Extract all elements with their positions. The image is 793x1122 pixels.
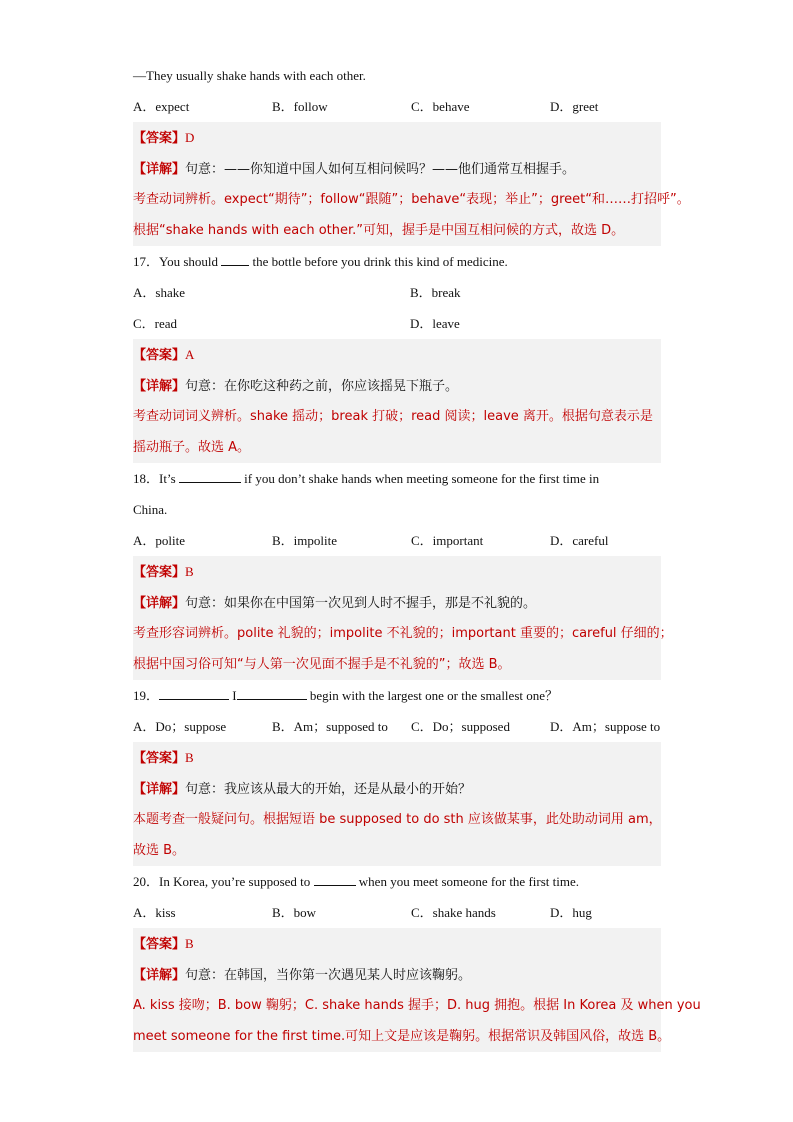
q19-stem bbox=[133, 680, 661, 711]
q19-answer-label: 【答案】 bbox=[133, 751, 186, 766]
q18-option-d: D．careful bbox=[550, 533, 609, 548]
exam-page bbox=[133, 0, 701, 1052]
q17-options-row-2 bbox=[133, 308, 661, 339]
q16-option-b: B．follow bbox=[272, 99, 328, 114]
q17-stem-part-2: the bottle before you drink this kind of medicine. bbox=[249, 254, 508, 269]
q20-detail-line-1: 句意：在韩国，当你第一次遇见某人时应该鞠躬。 bbox=[185, 968, 472, 983]
q20-answer-label: 【答案】 bbox=[133, 937, 186, 952]
q17-detail-line-2: 考查动词词义辨析。shake 摇动；break 打破；read 阅读；leave 离开。根据句意表示是 bbox=[133, 409, 653, 424]
q20-number: 20． bbox=[133, 874, 160, 889]
q17-option-a: A．shake bbox=[133, 285, 185, 300]
q19-answer: B bbox=[185, 750, 194, 765]
q20-option-d: D．hug bbox=[550, 905, 592, 920]
q17-number: 17． bbox=[133, 254, 160, 269]
q18-option-c: C．important bbox=[411, 533, 484, 548]
q20-option-a: A．kiss bbox=[133, 905, 176, 920]
q18-options bbox=[133, 525, 661, 556]
q19-option-b: B．Am；supposed to bbox=[272, 719, 388, 734]
q19-detail-line-1: 句意：我应该从最大的开始，还是从最小的开始？ bbox=[185, 782, 472, 797]
q20-detail-label: 【详解】 bbox=[133, 968, 186, 983]
q17-answer: A bbox=[185, 347, 195, 362]
q16-detail-line-1: 句意：——你知道中国人如何互相问候吗？——他们通常互相握手。 bbox=[185, 162, 576, 177]
q20-blank bbox=[314, 871, 356, 886]
q18-detail-line-1: 句意：如果你在中国第一次见到人时不握手，那是不礼貌的。 bbox=[185, 596, 537, 611]
q20-options bbox=[133, 897, 661, 928]
q16-option-d: D．greet bbox=[550, 99, 599, 114]
q16-stem-tail: —They usually shake hands with each other. bbox=[133, 68, 366, 83]
q20-option-c: C．shake hands bbox=[411, 905, 496, 920]
q20-detail-line-2: A. kiss 接吻；B. bow 鞠躬；C. shake hands 握手；D. hug 拥抱。根据 In Korea 及 when you bbox=[133, 998, 701, 1013]
q19-stem-part-2: begin with the largest one or the smallest one？ bbox=[306, 688, 559, 703]
q17-answer-label: 【答案】 bbox=[133, 348, 186, 363]
q16-detail-line-2: 考查动词辨析。expect“期待”；follow“跟随”；behave“表现；举止”；greet“和……打招呼”。 bbox=[133, 192, 690, 207]
q20-solution-block bbox=[133, 928, 701, 1052]
q19-detail-line-2: 本题考查一般疑问句。根据短语 be supposed to do sth 应该做某事，此处助动词用 am， bbox=[133, 812, 662, 827]
q17-solution-block bbox=[133, 339, 661, 463]
q18-solution-block bbox=[133, 556, 673, 680]
q18-number: 18． bbox=[133, 471, 160, 486]
q17-detail-label: 【详解】 bbox=[133, 379, 186, 394]
q18-detail-line-3: 根据中国习俗可知“与人第一次见面不握手是不礼貌的”；故选 B。 bbox=[133, 657, 511, 672]
q19-detail-label: 【详解】 bbox=[133, 782, 186, 797]
q16-options bbox=[133, 91, 661, 122]
q18-stem-part-2: if you don’t shake hands when meeting someone for the first time in bbox=[240, 471, 600, 486]
q18-stem bbox=[133, 463, 661, 494]
q16-detail-line-3: 根据“shake hands with each other.”可知，握手是中国互相问候的方式，故选 D。 bbox=[133, 223, 625, 238]
q19-options bbox=[133, 711, 661, 742]
q17-options-row-1 bbox=[133, 277, 661, 308]
q18-option-a: A．polite bbox=[133, 533, 185, 548]
q16-detail-label: 【详解】 bbox=[133, 162, 186, 177]
q20-answer: B bbox=[185, 936, 194, 951]
q20-option-b: B．bow bbox=[272, 905, 317, 920]
q16-solution-block bbox=[133, 122, 690, 246]
q18-detail-line-2: 考查形容词辨析。polite 礼貌的；impolite 不礼貌的；important 重要的；careful 仔细的； bbox=[133, 626, 673, 641]
q19-blank-2 bbox=[237, 685, 307, 700]
q17-blank bbox=[221, 251, 249, 266]
q17-option-d: D．leave bbox=[410, 316, 460, 331]
q18-stem-part-1: It’s bbox=[159, 471, 179, 486]
q18-blank bbox=[179, 468, 241, 483]
q20-stem-part-1: In Korea, you’re supposed to bbox=[159, 874, 314, 889]
q18-option-b: B．impolite bbox=[272, 533, 338, 548]
q17-detail-line-1: 句意：在你吃这种药之前，你应该摇晃下瓶子。 bbox=[185, 379, 459, 394]
q19-option-c: C．Do；supposed bbox=[411, 719, 510, 734]
q19-blank-1 bbox=[159, 685, 229, 700]
q20-stem bbox=[133, 866, 661, 897]
q19-number: 19． bbox=[133, 688, 160, 703]
q17-detail-line-3: 摇动瓶子。故选 A。 bbox=[133, 440, 251, 455]
q19-option-d: D．Am；suppose to bbox=[550, 719, 661, 734]
q17-stem-part-1: You should bbox=[159, 254, 222, 269]
q18-answer: B bbox=[185, 564, 194, 579]
q18-answer-label: 【答案】 bbox=[133, 565, 186, 580]
q16-option-a: A．expect bbox=[133, 99, 190, 114]
q18-stem-part-3: China. bbox=[133, 502, 168, 517]
q19-stem-part-1: I bbox=[229, 688, 237, 703]
q20-stem-part-2: when you meet someone for the first time. bbox=[355, 874, 580, 889]
q17-option-c: C．read bbox=[133, 316, 178, 331]
q19-solution-block bbox=[133, 742, 661, 866]
q20-detail-line-3: meet someone for the first time.可知上文是应该是鞠躬。根据常识及韩国风俗，故选 B。 bbox=[133, 1029, 671, 1044]
q16-answer: D bbox=[185, 130, 195, 145]
q17-stem bbox=[133, 246, 661, 277]
q19-detail-line-3: 故选 B。 bbox=[133, 843, 186, 858]
q19-option-a: A．Do；suppose bbox=[133, 719, 227, 734]
q16-answer-label: 【答案】 bbox=[133, 131, 186, 146]
q17-option-b: B．break bbox=[410, 285, 461, 300]
q16-option-c: C．behave bbox=[411, 99, 470, 114]
q18-detail-label: 【详解】 bbox=[133, 596, 186, 611]
